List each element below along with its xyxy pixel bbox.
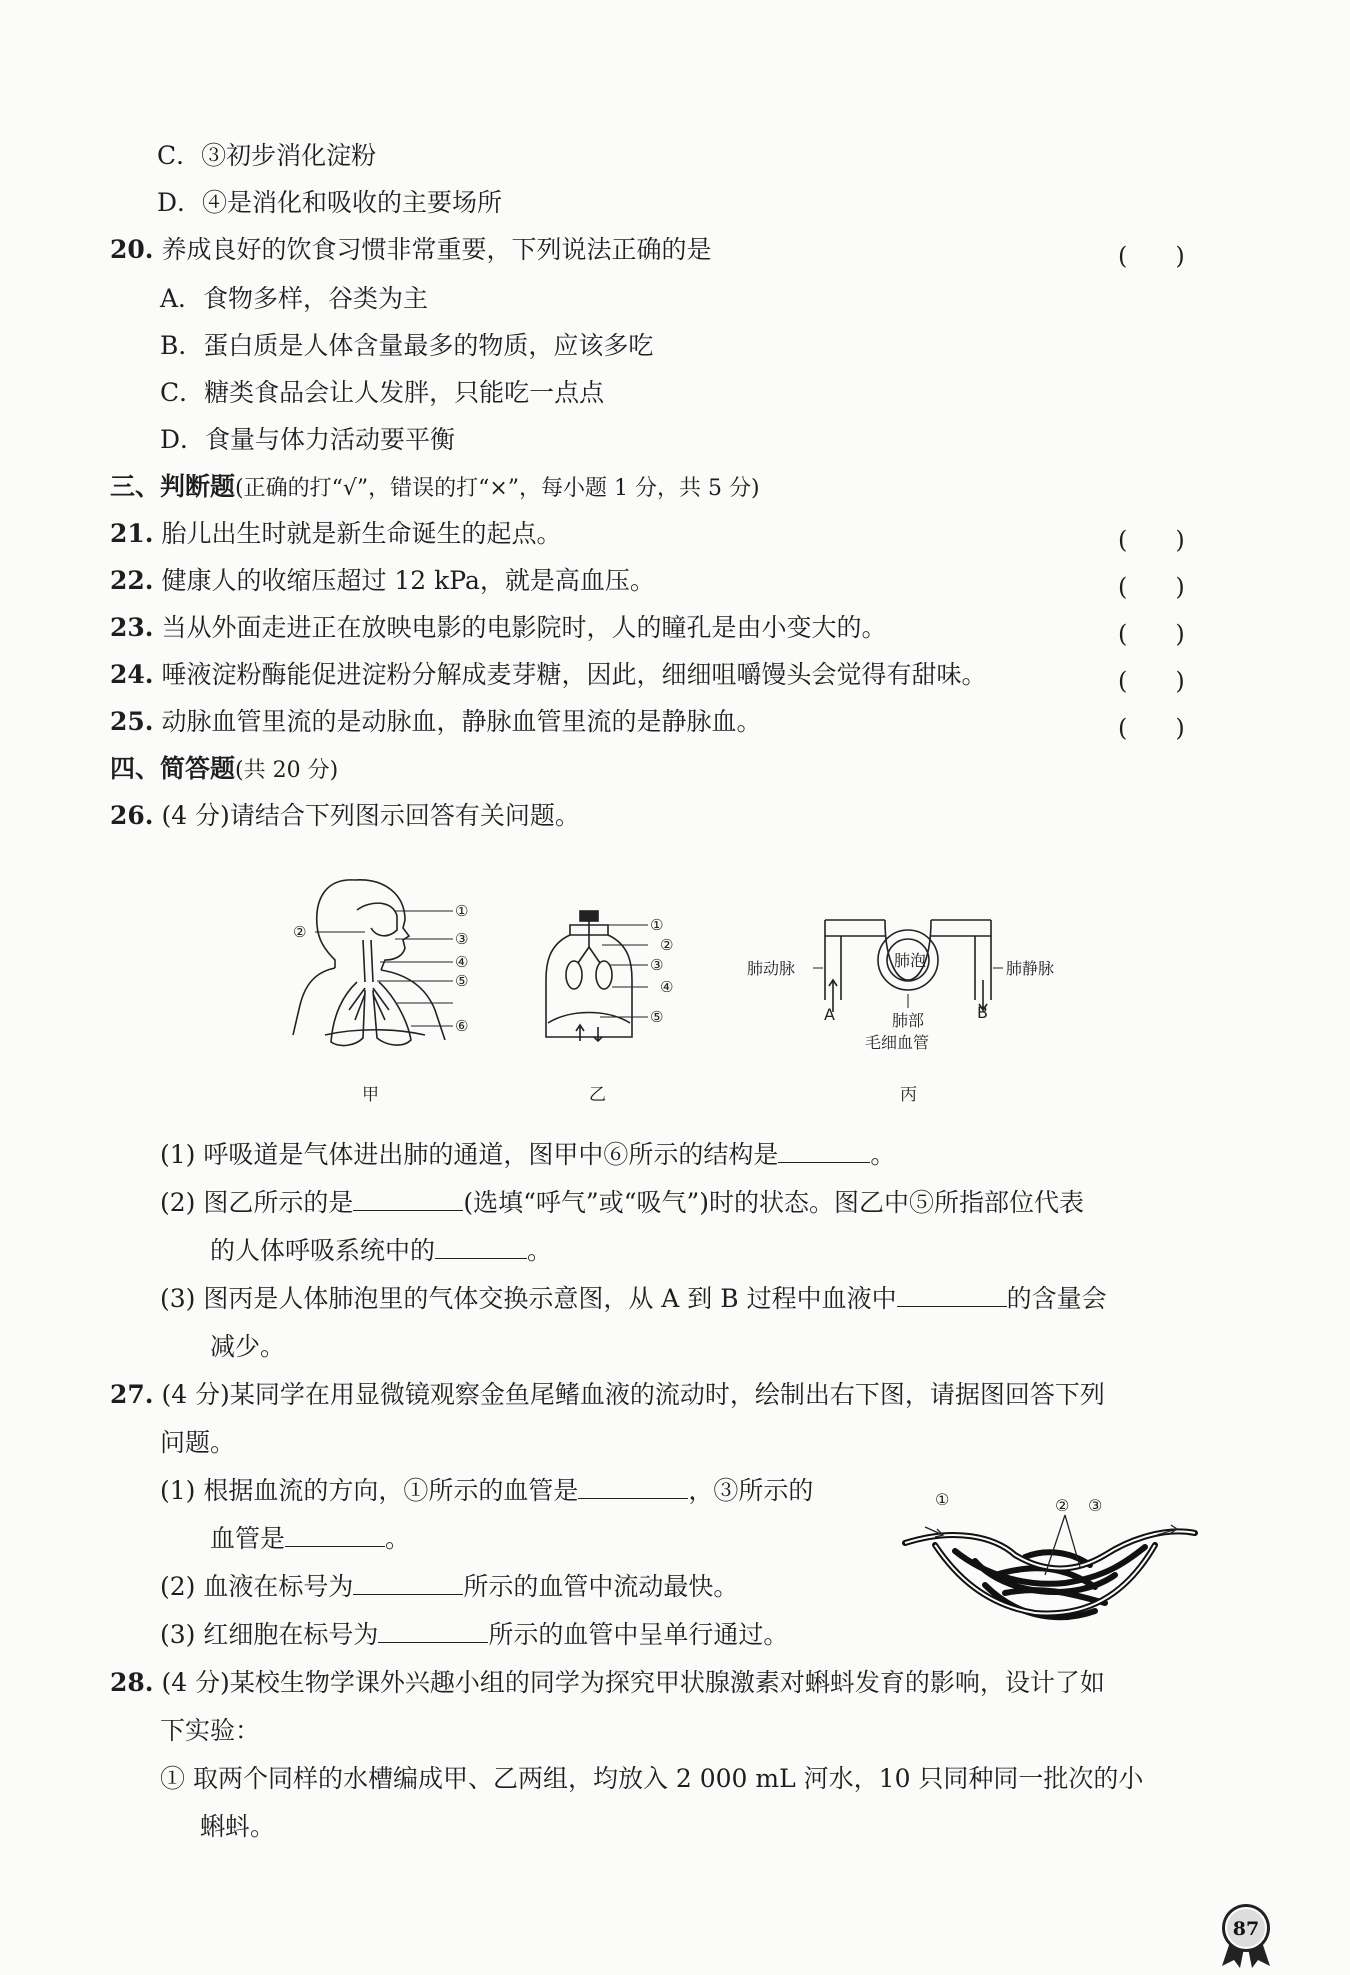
answer-blank[interactable] bbox=[897, 1282, 1007, 1307]
judge-item: 22. 健康人的收缩压超过 12 kPa，就是高血压。 bbox=[110, 566, 655, 595]
section-3-heading bbox=[110, 470, 760, 506]
blood-vessel-diagram bbox=[895, 1475, 1205, 1645]
label-1: ① bbox=[455, 902, 469, 920]
label-5: ⑤ bbox=[650, 1008, 664, 1026]
label-2: ② bbox=[293, 923, 307, 941]
q19-option-d: D．④是消化和吸收的主要场所 bbox=[157, 188, 503, 217]
page-number-badge bbox=[1218, 1902, 1274, 1968]
q27-sub1: (1) 根据血流的方向，①所示的血管是 ，③所示的 bbox=[160, 1476, 814, 1505]
q28-stem: 28. (4 分)某校生物学课外兴趣小组的同学为探究甲状腺激素对蝌蚪发育的影响，设计了如 bbox=[110, 1668, 1105, 1697]
question-text: 养成良好的饮食习惯非常重要，下列说法正确的是 bbox=[161, 235, 712, 264]
label-6: ⑥ bbox=[455, 1017, 469, 1035]
answer-paren: ( ) bbox=[1118, 620, 1185, 648]
answer-paren: ( ) bbox=[1118, 573, 1185, 601]
q27-stem: 27. (4 分)某同学在用显微镜观察金鱼尾鳍血液的流动时，绘制出右下图，请据图回答下列 bbox=[110, 1380, 1105, 1409]
label-3: ③ bbox=[455, 930, 469, 948]
answer-blank[interactable] bbox=[435, 1234, 527, 1259]
capillary-label-2: 毛细血管 bbox=[865, 1033, 930, 1052]
answer-blank[interactable] bbox=[378, 1618, 488, 1643]
figure-caption-bing: 丙 bbox=[900, 1085, 917, 1105]
q20-option-b: B．蛋白质是人体含量最多的物质，应该多吃 bbox=[160, 331, 654, 360]
answer-blank[interactable] bbox=[353, 1570, 463, 1595]
section-title: 四、简答题 bbox=[110, 754, 236, 783]
figure-caption-yi: 乙 bbox=[589, 1085, 606, 1105]
label-4: ④ bbox=[660, 978, 674, 996]
point-b-label: B bbox=[977, 1003, 988, 1022]
judge-item: 23. 当从外面走进正在放映电影的电影院时，人的瞳孔是由小变大的。 bbox=[110, 613, 887, 642]
label-2: ② bbox=[1055, 1496, 1070, 1515]
answer-paren: ( ) bbox=[1118, 242, 1185, 270]
answer-blank[interactable] bbox=[778, 1138, 870, 1163]
label-5: ⑤ bbox=[455, 972, 469, 990]
judge-item: 25. 动脉血管里流的是动脉血，静脉血管里流的是静脉血。 bbox=[110, 707, 762, 736]
artery-label: 肺动脉 bbox=[747, 959, 796, 978]
q19-option-c: C．③初步消化淀粉 bbox=[157, 141, 377, 170]
alveolus-gas-exchange-diagram bbox=[745, 900, 1075, 1065]
vein-label: 肺静脉 bbox=[1006, 959, 1055, 978]
q26-sub3: (3) 图丙是人体肺泡里的气体交换示意图，从 A 到 B 过程中血液中 的含量会 bbox=[160, 1284, 1107, 1313]
label-4: ④ bbox=[455, 953, 469, 971]
section-note: (共 20 分) bbox=[235, 758, 339, 783]
figure-caption-jia: 甲 bbox=[362, 1085, 379, 1105]
q20-option-c: C．糖类食品会让人发胖，只能吃一点点 bbox=[160, 378, 605, 407]
point-a-label: A bbox=[824, 1005, 835, 1024]
section-4-heading bbox=[110, 752, 338, 788]
section-note: (正确的打“√”，错误的打“×”，每小题 1 分，共 5 分) bbox=[235, 476, 760, 501]
respiratory-system-diagram bbox=[285, 870, 495, 1060]
q20-option-a: A．食物多样，谷类为主 bbox=[160, 284, 429, 313]
judge-item: 24. 唾液淀粉酶能促进淀粉分解成麦芽糖，因此，细细咀嚼馒头会觉得有甜味。 bbox=[110, 660, 987, 689]
answer-blank[interactable] bbox=[578, 1474, 688, 1499]
question-number: 20. bbox=[110, 235, 154, 264]
q27-stem-cont: 问题。 bbox=[160, 1428, 236, 1457]
q20-stem bbox=[110, 233, 711, 267]
alveolus-label: 肺泡 bbox=[894, 951, 927, 970]
page-number: 87 bbox=[1232, 1918, 1260, 1940]
q26-sub3-cont: 减少。 bbox=[210, 1332, 286, 1361]
bell-jar-model-diagram bbox=[540, 905, 690, 1055]
answer-paren: ( ) bbox=[1118, 526, 1185, 554]
q28-stem-cont: 下实验： bbox=[160, 1716, 261, 1745]
q26-stem: 26. (4 分)请结合下列图示回答有关问题。 bbox=[110, 801, 580, 830]
q26-sub2: (2) 图乙所示的是 (选填“呼气”或“吸气”)时的状态。图乙中⑤所指部位代表 bbox=[160, 1188, 1085, 1217]
q27-sub1-cont: 血管是 。 bbox=[210, 1524, 411, 1553]
label-1: ① bbox=[650, 916, 664, 934]
label-3: ③ bbox=[1088, 1496, 1103, 1515]
section-title: 三、判断题 bbox=[110, 472, 236, 501]
q28-step1: ① 取两个同样的水槽编成甲、乙两组，均放入 2 000 mL 河水，10 只同种同一批次的小 bbox=[160, 1764, 1144, 1793]
q26-sub2-cont: 的人体呼吸系统中的 。 bbox=[210, 1236, 553, 1265]
answer-blank[interactable] bbox=[285, 1522, 385, 1547]
q20-option-d: D．食量与体力活动要平衡 bbox=[160, 425, 456, 454]
label-3: ③ bbox=[650, 956, 664, 974]
q27-sub3: (3) 红细胞在标号为 所示的血管中呈单行通过。 bbox=[160, 1620, 789, 1649]
judge-item: 21. 胎儿出生时就是新生命诞生的起点。 bbox=[110, 519, 562, 548]
q27-sub2: (2) 血液在标号为 所示的血管中流动最快。 bbox=[160, 1572, 739, 1601]
label-2: ② bbox=[660, 936, 674, 954]
answer-paren: ( ) bbox=[1118, 714, 1185, 742]
answer-paren: ( ) bbox=[1118, 667, 1185, 695]
q26-sub1: (1) 呼吸道是气体进出肺的通道，图甲中⑥所示的结构是 。 bbox=[160, 1140, 896, 1169]
q28-step1-cont: 蝌蚪。 bbox=[200, 1812, 276, 1841]
answer-blank[interactable] bbox=[353, 1186, 463, 1211]
capillary-label-1: 肺部 bbox=[892, 1011, 925, 1030]
label-1: ① bbox=[935, 1490, 950, 1509]
